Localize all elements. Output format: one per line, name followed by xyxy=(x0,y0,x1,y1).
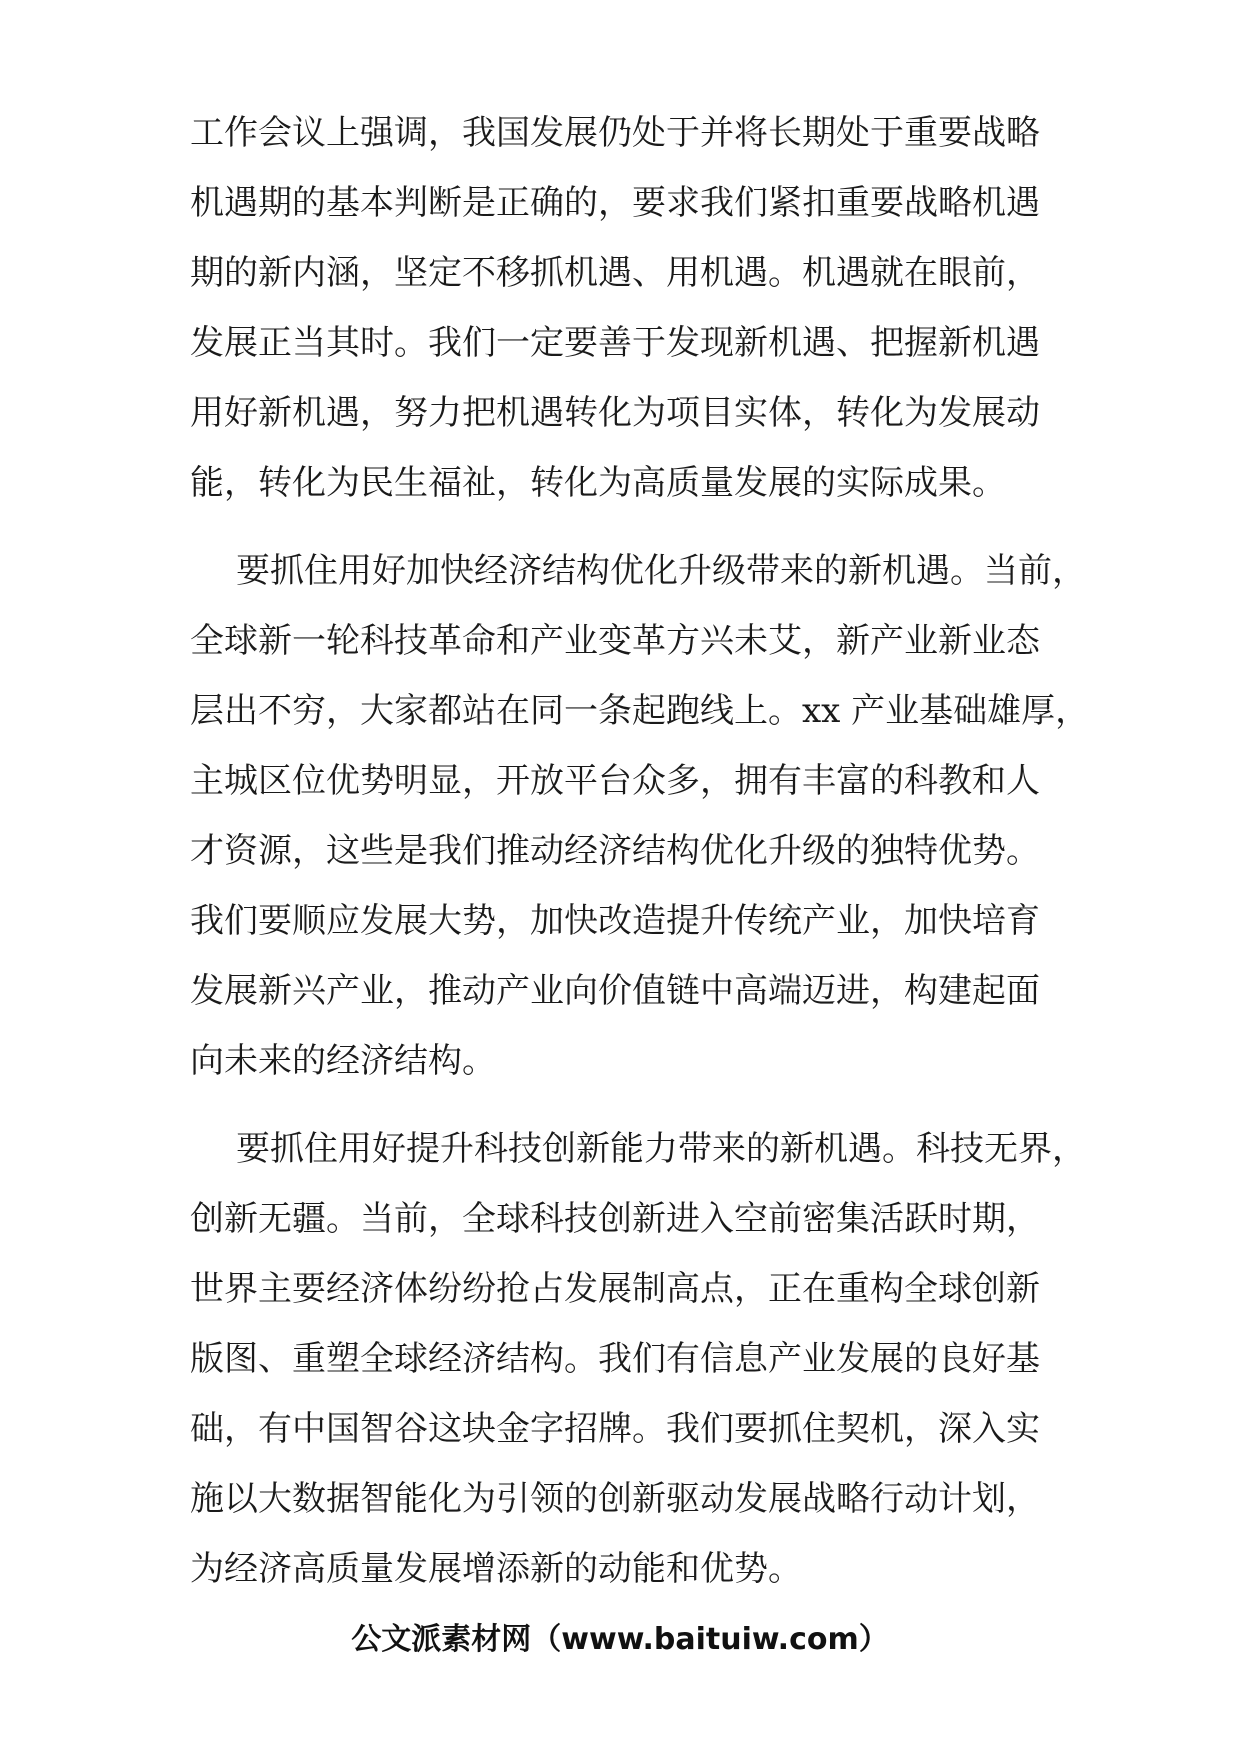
paragraph xyxy=(190,536,1090,1096)
text-line: 要抓住用好加快经济结构优化升级带来的新机遇。当前， xyxy=(236,551,1086,591)
paragraph xyxy=(190,1114,1086,1604)
text-line: 机遇期的基本判断是正确的，要求我们紧扣重要战略机遇 xyxy=(190,183,1040,223)
text-line: 版图、重塑全球经济结构。我们有信息产业发展的良好基 xyxy=(190,1339,1040,1379)
text-line: 发展新兴产业，推动产业向价值链中高端迈进，构建起面 xyxy=(190,971,1040,1011)
text-line: 我们要顺应发展大势，加快改造提升传统产业，加快培育 xyxy=(190,901,1040,941)
text-line: 全球新一轮科技革命和产业变革方兴未艾，新产业新业态 xyxy=(190,621,1040,661)
footer-watermark-text: 公文派素材网（www.baituiw.com） xyxy=(351,1622,889,1657)
text-line: 施以大数据智能化为引领的创新驱动发展战略行动计划， xyxy=(190,1479,1040,1519)
paragraph xyxy=(190,98,1070,518)
text-line: 用好新机遇，努力把机遇转化为项目实体，转化为发展动 xyxy=(190,393,1040,433)
text-line: 主城区位优势明显，开放平台众多，拥有丰富的科教和人 xyxy=(190,761,1040,801)
text-line: 为经济高质量发展增添新的动能和优势。 xyxy=(190,1549,802,1589)
text-line: 创新无疆。当前，全球科技创新进入空前密集活跃时期， xyxy=(190,1199,1040,1239)
text-line: 才资源，这些是我们推动经济结构优化升级的独特优势。 xyxy=(190,831,1040,871)
document-body xyxy=(190,98,1090,1604)
text-line: 期的新内涵，坚定不移抓机遇、用机遇。机遇就在眼前， xyxy=(190,253,1040,293)
paragraph-gap xyxy=(190,518,1070,536)
paragraph-gap xyxy=(190,1096,1070,1114)
text-line: 工作会议上强调，我国发展仍处于并将长期处于重要战略 xyxy=(190,113,1040,153)
text-line: 要抓住用好提升科技创新能力带来的新机遇。科技无界， xyxy=(236,1129,1086,1169)
text-line: 层出不穷，大家都站在同一条起跑线上。xx 产业基础雄厚， xyxy=(190,691,1090,731)
text-line: 础，有中国智谷这块金字招牌。我们要抓住契机，深入实 xyxy=(190,1409,1040,1449)
text-line: 发展正当其时。我们一定要善于发现新机遇、把握新机遇 xyxy=(190,323,1040,363)
text-line: 世界主要经济体纷纷抢占发展制高点，正在重构全球创新 xyxy=(190,1269,1040,1309)
text-line: 向未来的经济结构。 xyxy=(190,1041,496,1081)
text-line: 能，转化为民生福祉，转化为高质量发展的实际成果。 xyxy=(190,463,1006,503)
